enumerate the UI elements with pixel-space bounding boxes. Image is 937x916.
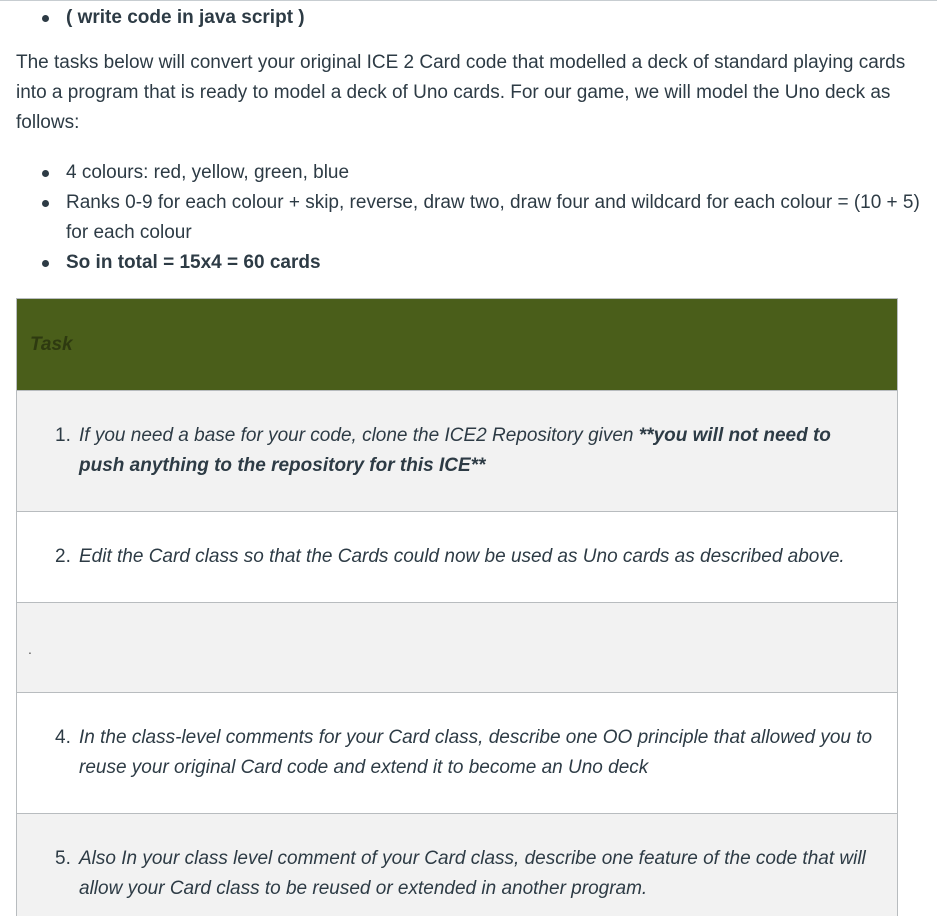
top-divider [0, 0, 937, 1]
rule-item [40, 158, 930, 188]
table-row [17, 391, 898, 512]
bullet-dot-icon [42, 260, 49, 267]
task-cell-5 [17, 814, 898, 916]
task-item-5 [17, 844, 897, 904]
task-cell-3 [17, 603, 898, 693]
task-number: 5. [55, 848, 71, 869]
task-item-2 [17, 542, 897, 572]
table-row [17, 603, 898, 693]
task-number: 2. [55, 546, 71, 567]
header-bullet-item [40, 3, 305, 33]
task-item-3 [17, 603, 897, 692]
task-bold-note: **you will not need to push anything to the repository for this ICE** [79, 425, 831, 476]
task-text: Also In your class level comment of your Card class, describe one feature of the code that will allow your Card class to be reused or extended in another program. [79, 848, 866, 899]
task-header-label: Task [30, 333, 73, 355]
task-number: 4. [55, 727, 71, 748]
rule-item [40, 248, 930, 278]
table-row [17, 693, 898, 814]
bullet-dot-icon [42, 15, 49, 22]
header-bullet-list [40, 3, 305, 33]
task-text: In the class-level comments for your Card class, describe one OO principle that allowed you to reuse your original Card code and extend it to become an Uno deck [79, 727, 873, 778]
deck-rules-list [40, 158, 930, 278]
task-text: Edit the Card class so that the Cards could now be used as Uno cards as described above. [79, 546, 845, 567]
table-row [17, 512, 898, 603]
rule-text: Ranks 0-9 for each colour + skip, reverse, draw two, draw four and wildcard for each colour = (10 + 5) for each colour [66, 192, 920, 243]
task-cell-1 [17, 391, 898, 512]
task-cell-4 [17, 693, 898, 814]
rule-item [40, 188, 930, 248]
task-text: If you need a base for your code, clone the ICE2 Repository given [79, 425, 639, 446]
rule-text: So in total = 15x4 = 60 cards [66, 252, 321, 273]
table-row [17, 814, 898, 916]
intro-paragraph: The tasks below will convert your original ICE 2 Card code that modelled a deck of standard playing cards into a program that is ready to model a deck of Uno cards. For our game, we will model the Uno deck as follows: [16, 52, 906, 133]
stray-dot: . [28, 641, 32, 657]
task-item-4 [17, 723, 897, 783]
task-number: 1. [55, 425, 71, 446]
task-cell-2 [17, 512, 898, 603]
task-table [16, 298, 898, 916]
task-header-cell [17, 299, 898, 391]
header-bullet-text: ( write code in java script ) [66, 7, 305, 28]
task-item-1 [17, 421, 897, 481]
bullet-dot-icon [42, 200, 49, 207]
bullet-dot-icon [42, 170, 49, 177]
rule-text: 4 colours: red, yellow, green, blue [66, 162, 350, 183]
